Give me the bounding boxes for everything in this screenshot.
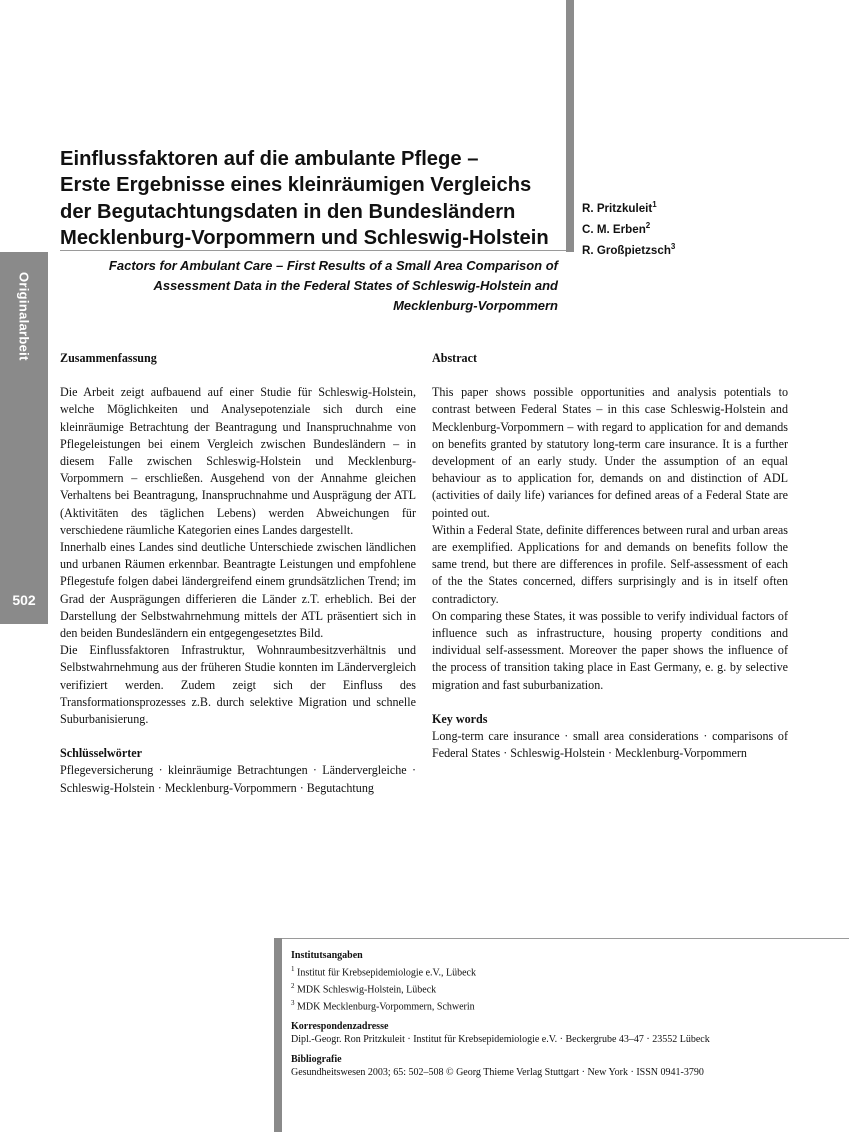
page-number: 502 [12, 592, 36, 608]
title-line: der Begutachtungsdaten in den Bundesländern [60, 200, 516, 223]
keywords-text: Pflegeversicherung · kleinräumige Betrachtungen · Ländervergleiche · Schleswig-Holstein · Mecklenburg-Vorpommern · Begutachtung [60, 763, 416, 795]
bottom-vertical-bar [274, 938, 282, 1132]
correspondence-heading: Korrespondenzadresse [291, 1021, 389, 1033]
institution-line [291, 997, 831, 1014]
abstract-column [432, 350, 788, 762]
bibliography-block [291, 1054, 831, 1080]
section-heading: Zusammenfassung [60, 351, 157, 365]
institution-text: MDK Schleswig-Holstein, Lübeck [297, 984, 437, 996]
keywords-heading: Schlüsselwörter [60, 746, 142, 761]
bibliography-text: Gesundheitswesen 2003; 65: 502–508 © Georg Thieme Verlag Stuttgart · New York · ISSN 0941-3790 [291, 1066, 704, 1078]
zusammenfassung-column [60, 350, 416, 797]
bibliography-heading: Bibliografie [291, 1053, 342, 1065]
paragraph: This paper shows possible opportunities and analysis potentials to contrast between Federal States – in this case Schleswig-Holstein and Mecklenburg-Vorpommern – with regard to application for and demands on benefits granted by statutory long-term care insurance. It is a further development of an early study. Under the assumption of an equal behaviour as to application for, demands on and distinction of ADL (activities of daily life) variances for defined areas of a Federal State are pointed out. [432, 385, 788, 520]
author [582, 217, 675, 238]
institution-line [291, 963, 831, 980]
paragraph: Innerhalb eines Landes sind deutliche Unterschiede zwischen ländlichen und urbanen Räumen erkennbar. Beantragte Leistungen und empfohlene Pflegestufe folgen dabei ländergreifend einem grundsätzlichen Trend; im Grad der Ausprägungen differieren die Länder z.T. erheblich. Bei der Darstellung der Selbstwahrnehmung mittels der ATL präsentiert sich in den beiden Bundesländern ein entgegengesetztes Bild. [60, 540, 416, 641]
correspondence-text: Dipl.-Geogr. Ron Pritzkuleit · Institut für Krebsepidemiologie e.V. · Beckergrube 43–47 · 23552 Lübeck [291, 1033, 710, 1045]
paragraph: Die Arbeit zeigt aufbauend auf einer Studie für Schleswig-Holstein, welche Möglichkeiten und Analysepotenziale sich durch eine kleinräumige Betrachtung der Beantragung und Inanspruchnahme von Pflegeleistungen bei einem Vergleich zwischen Bundesländern – in diesem Falle zwischen Schleswig-Holstein und Mecklenburg-Vorpommern – erschließen. Ausgehend von der Annahme gleichen Verhaltens bei Beantragung, Inanspruchnahme und Ausprägung der ATL (Aktivitäten des täglichen Lebens) werden Abweichungen für verschiedene räumliche Kategorien eines Landes dargestellt. [60, 385, 416, 537]
article-title [60, 146, 560, 251]
author-affiliation: 2 [645, 220, 651, 230]
keywords-text: Long-term care insurance · small area considerations · comparisons of Federal States · Schleswig-Holstein · Mecklenburg-Vorpommern [432, 729, 788, 761]
author-name: C. M. Erben [582, 222, 646, 236]
title-line: Einflussfaktoren auf die ambulante Pflege – [60, 148, 479, 170]
institution-line [291, 980, 831, 997]
paragraph: Die Einflussfaktoren Infrastruktur, Wohnraumbesitzverhältnis und Selbstwahrnehmung aus der früheren Studie konnten im Ländervergleich verifiziert werden. Zudem zeigt sich der Einfluss des Transformationsprozesses z.B. durch selektive Migration und schnelle Suburbanisierung. [60, 643, 416, 727]
author-name: R. Großpietzsch [582, 243, 671, 257]
title-line: Erste Ergebnisse eines kleinräumigen Vergleichs [60, 174, 532, 197]
english-title: Factors for Ambulant Care – First Results of a Small Area Comparison of Assessment Data in the Federal States of Schleswig-Holstein and Mecklenburg-Vorpommern [108, 258, 558, 313]
author-affiliation: 1 [652, 200, 657, 209]
paragraph: Within a Federal State, definite differences between rural and urban areas are exemplified. Applications for and demands on benefits follow the same trend, but there are differences in profile. Self-assessment of each of the the States concerned, differs surprisingly and is in itself often contradictory. [432, 522, 788, 606]
bottom-rule [282, 938, 849, 939]
paragraph: On comparing these States, it was possible to verify individual factors of influence such as infrastructure, housing property conditions and individual self-assessment. Moreover the paper shows the influence of the process of transition taking place in East Germany, e. g. by selective migration and fast suburbanization. [432, 608, 788, 692]
author [582, 238, 675, 259]
keywords-heading: Key words [432, 711, 488, 726]
author-name: R. Pritzkuleit [582, 201, 653, 215]
institutions-block [291, 950, 831, 1014]
top-vertical-bar [566, 0, 574, 252]
article-type-label [0, 262, 48, 412]
correspondence-block [291, 1021, 831, 1047]
author-list [582, 196, 675, 259]
institutions-heading: Institutsangaben [291, 950, 363, 961]
author [582, 196, 675, 217]
institution-number: 1 [291, 964, 295, 973]
institution-number: 3 [291, 999, 295, 1008]
article-type-text: Originalarbeit [16, 272, 32, 361]
institution-text: MDK Mecklenburg-Vorpommern, Schwerin [297, 1001, 475, 1013]
article-info-box [291, 950, 831, 1086]
title-line: Mecklenburg-Vorpommern und Schleswig-Holstein [60, 226, 549, 249]
institution-text: Institut für Krebsepidemiologie e.V., Lübeck [297, 967, 476, 979]
author-affiliation: 3 [670, 241, 676, 251]
institution-number: 2 [291, 981, 295, 990]
section-heading: Abstract [432, 351, 478, 365]
